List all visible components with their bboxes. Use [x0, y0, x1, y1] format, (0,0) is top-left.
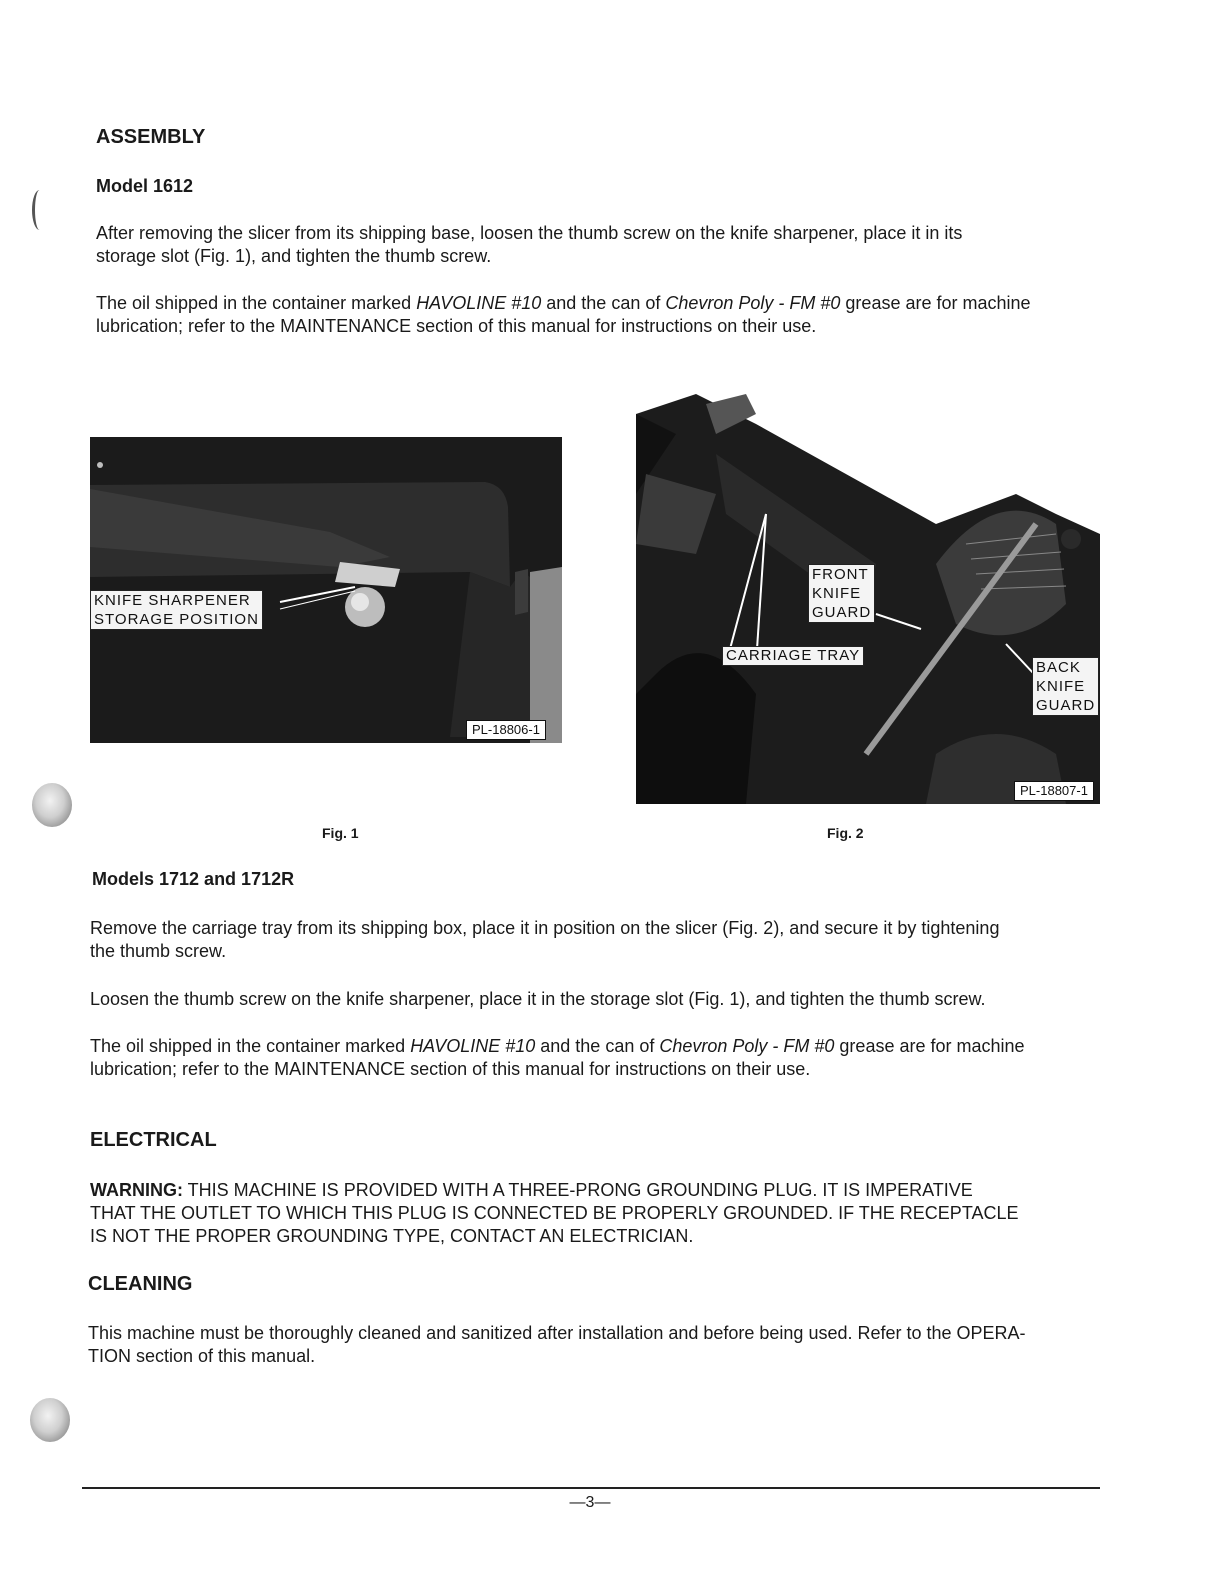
text-line	[90, 1179, 1106, 1202]
text-line: After removing the slicer from its shipping base, loosen the thumb screw on the knife sharpener, place it in its	[96, 223, 963, 243]
text-run: and the can of	[541, 293, 666, 313]
model-1612-heading: Model 1612	[96, 176, 194, 196]
carriage-tray-label: CARRIAGE TRAY	[722, 646, 864, 666]
product-name: Chevron Poly - FM #0	[665, 293, 841, 313]
figure-1-caption: Fig. 1	[322, 825, 359, 841]
product-name: HAVOLINE #10	[416, 293, 542, 313]
page-number: —3—	[569, 1494, 611, 1511]
label-line: KNIFE SHARPENER	[94, 592, 251, 609]
cleaning-heading: CLEANING	[88, 1273, 193, 1295]
cleaning-paragraph	[88, 1322, 1106, 1368]
text-line: lubrication; refer to the MAINTENANCE section of this manual for instructions on their use.	[96, 316, 817, 336]
models-1712-paragraph-1	[90, 917, 1106, 963]
text-run: THIS MACHINE IS PROVIDED WITH A THREE-PRONG GROUNDING PLUG. IT IS IMPERATIVE	[183, 1180, 973, 1200]
footer-rule	[82, 1487, 1100, 1489]
electrical-warning	[90, 1179, 1106, 1248]
assembly-heading: ASSEMBLY	[96, 126, 206, 148]
label-line: STORAGE POSITION	[94, 611, 259, 628]
text-run: The oil shipped in the container marked	[96, 293, 417, 313]
model-1612-paragraph-2	[96, 292, 1106, 338]
label-line: KNIFE	[812, 585, 862, 602]
label-line: GUARD	[1036, 697, 1096, 714]
text-line	[96, 292, 1106, 315]
figure-2-photo	[636, 374, 1100, 804]
label-line: BACK	[1036, 659, 1081, 676]
text-line: This machine must be thoroughly cleaned and sanitized after installation and before being used. Refer to the OPERA-	[88, 1323, 1026, 1343]
text-line: lubrication; refer to the MAINTENANCE section of this manual for instructions on their use.	[90, 1059, 811, 1079]
knife-sharpener-label	[90, 590, 263, 630]
figure-2-caption: Fig. 2	[827, 825, 864, 841]
label-line: GUARD	[812, 604, 872, 621]
binder-mark	[32, 190, 47, 230]
text-line: TION section of this manual.	[88, 1346, 316, 1366]
figure-1-photo	[90, 437, 562, 743]
text-run: The oil shipped in the container marked	[90, 1036, 411, 1056]
back-knife-guard-label	[1032, 657, 1099, 716]
models-1712-paragraph-2: Loosen the thumb screw on the knife sharpener, place it in the storage slot (Fig. 1), and tighten the thumb screw.	[90, 989, 986, 1009]
text-line: IS NOT THE PROPER GROUNDING TYPE, CONTACT AN ELECTRICIAN.	[90, 1226, 694, 1246]
text-line	[90, 1035, 1106, 1058]
warning-label: WARNING:	[90, 1180, 183, 1200]
binder-hole-lower	[30, 1398, 70, 1442]
text-line: THAT THE OUTLET TO WHICH THIS PLUG IS CONNECTED BE PROPERLY GROUNDED. IF THE RECEPTACLE	[90, 1203, 1019, 1223]
label-line: FRONT	[812, 566, 869, 583]
text-line: Remove the carriage tray from its shipping box, place it in position on the slicer (Fig. 2), and secure it by tightening	[90, 918, 1000, 938]
text-line: the thumb screw.	[90, 941, 227, 961]
binder-hole-upper	[32, 783, 72, 827]
label-line: KNIFE	[1036, 678, 1086, 695]
front-knife-guard-label	[808, 564, 875, 623]
text-run: and the can of	[535, 1036, 660, 1056]
figure-1-id-tag: PL-18806-1	[466, 720, 546, 740]
text-line: storage slot (Fig. 1), and tighten the thumb screw.	[96, 246, 492, 266]
text-run: grease are for machine	[840, 293, 1031, 313]
product-name: HAVOLINE #10	[410, 1036, 536, 1056]
text-run: grease are for machine	[834, 1036, 1025, 1056]
model-1612-paragraph-1	[96, 222, 1106, 268]
electrical-heading: ELECTRICAL	[90, 1129, 217, 1151]
figure-2-id-tag: PL-18807-1	[1014, 781, 1094, 801]
models-1712-paragraph-3	[90, 1035, 1106, 1081]
models-1712-heading: Models 1712 and 1712R	[92, 869, 295, 889]
product-name: Chevron Poly - FM #0	[659, 1036, 835, 1056]
